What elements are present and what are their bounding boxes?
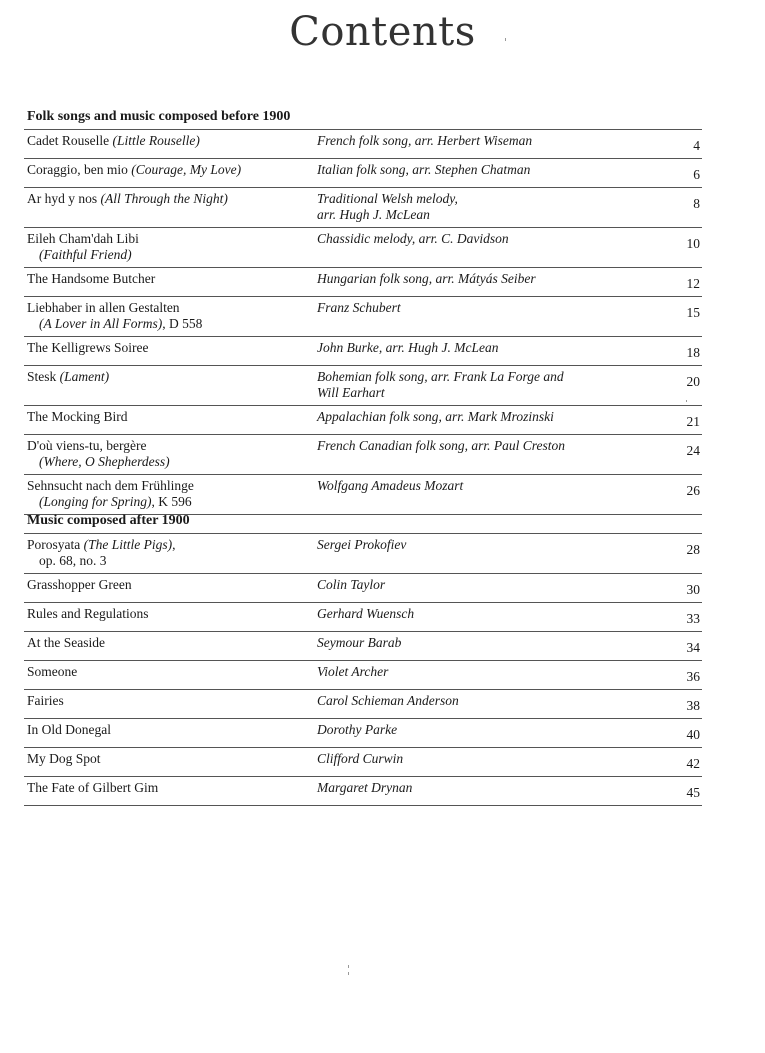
page-number: 38 bbox=[686, 698, 700, 713]
toc-row bbox=[24, 337, 702, 366]
song-title: Liebhaber in allen Gestalten bbox=[27, 300, 180, 315]
song-translation: (A Lover in All Forms) bbox=[39, 316, 163, 331]
toc-row bbox=[24, 159, 702, 188]
composer-cell bbox=[317, 409, 662, 430]
song-title-cell bbox=[24, 409, 317, 430]
toc-row bbox=[24, 719, 702, 748]
composer-cell bbox=[317, 722, 662, 743]
toc-row bbox=[24, 748, 702, 777]
song-title-line bbox=[27, 340, 148, 355]
composer: Sergei Prokofiev bbox=[317, 537, 407, 552]
song-title: Stesk bbox=[27, 369, 57, 384]
composer: Appalachian folk song, arr. Mark Mrozinski bbox=[317, 409, 554, 424]
song-title-line2 bbox=[27, 454, 317, 470]
song-title: D'où viens-tu, bergère bbox=[27, 438, 147, 453]
toc-row bbox=[24, 130, 702, 159]
toc-row bbox=[24, 777, 702, 806]
composer-cell bbox=[317, 635, 662, 656]
composer: Colin Taylor bbox=[317, 577, 386, 592]
song-title-cell bbox=[24, 340, 317, 361]
composer: Bohemian folk song, arr. Frank La Forge and bbox=[317, 369, 564, 384]
page-number: 42 bbox=[686, 756, 700, 771]
song-title-line bbox=[27, 722, 111, 737]
song-title-cell bbox=[24, 780, 317, 801]
song-title: Coraggio, ben mio bbox=[27, 162, 128, 177]
page-number: 4 bbox=[693, 138, 700, 153]
page-number: 28 bbox=[686, 542, 700, 557]
toc-list bbox=[24, 534, 702, 806]
toc-row bbox=[24, 632, 702, 661]
toc-row bbox=[24, 268, 702, 297]
song-title-line2 bbox=[27, 316, 317, 332]
song-title-line bbox=[27, 635, 105, 650]
composer-cell bbox=[317, 340, 662, 361]
song-title: Sehnsucht nach dem Frühlinge bbox=[27, 478, 194, 493]
song-title-cell bbox=[24, 577, 317, 598]
composer-cell bbox=[317, 780, 662, 801]
song-title-line bbox=[27, 664, 77, 679]
page-number: 45 bbox=[686, 785, 700, 800]
song-title-line2 bbox=[27, 247, 317, 263]
song-title-line bbox=[27, 162, 241, 177]
page-number: 10 bbox=[686, 236, 700, 251]
composer-cell bbox=[317, 537, 662, 569]
song-title-line bbox=[27, 577, 132, 592]
page-number: 30 bbox=[686, 582, 700, 597]
song-translation: (All Through the Night) bbox=[100, 191, 228, 206]
page-number: 21 bbox=[686, 414, 700, 429]
page-number: 34 bbox=[686, 640, 700, 655]
song-title: Ar hyd y nos bbox=[27, 191, 98, 206]
song-translation: (Little Rouselle) bbox=[112, 133, 200, 148]
song-translation: (Lament) bbox=[59, 369, 110, 384]
song-title: Someone bbox=[27, 664, 78, 679]
toc-row bbox=[24, 435, 702, 475]
catalog-number: , K 596 bbox=[151, 494, 192, 509]
song-title-cell bbox=[24, 300, 317, 332]
song-title: My Dog Spot bbox=[27, 751, 101, 766]
composer: Wolfgang Amadeus Mozart bbox=[317, 478, 464, 493]
song-title-line bbox=[27, 478, 194, 493]
song-title-line bbox=[27, 606, 149, 621]
page-number: 24 bbox=[686, 443, 700, 458]
page-number: 18 bbox=[686, 345, 700, 360]
toc-row bbox=[24, 188, 702, 228]
composer-cell bbox=[317, 664, 662, 685]
composer-cell bbox=[317, 438, 662, 470]
song-title-line bbox=[27, 133, 200, 148]
toc-row bbox=[24, 406, 702, 435]
composer-cell bbox=[317, 369, 662, 401]
composer: Margaret Drynan bbox=[317, 780, 413, 795]
section-after-1900 bbox=[24, 512, 702, 806]
song-title-cell bbox=[24, 537, 317, 569]
song-translation: (Faithful Friend) bbox=[39, 247, 132, 262]
song-title-line2 bbox=[27, 553, 317, 569]
song-title-cell bbox=[24, 369, 317, 401]
composer-cell bbox=[317, 478, 662, 510]
page-number: 26 bbox=[686, 483, 700, 498]
composer-cell bbox=[317, 751, 662, 772]
song-title-line bbox=[27, 300, 180, 315]
toc-row bbox=[24, 661, 702, 690]
song-title-line bbox=[27, 438, 147, 453]
song-title-cell bbox=[24, 693, 317, 714]
song-title-tail: , bbox=[172, 537, 176, 552]
song-translation: (Longing for Spring) bbox=[39, 494, 152, 509]
composer: Dorothy Parke bbox=[317, 722, 398, 737]
page-number: 8 bbox=[693, 196, 700, 211]
song-title-line2 bbox=[27, 494, 317, 510]
composer-cell bbox=[317, 191, 662, 223]
song-title-cell bbox=[24, 606, 317, 627]
composer-cell bbox=[317, 577, 662, 598]
song-title-continued: op. 68, no. 3 bbox=[39, 553, 107, 568]
section-heading: Music composed after 1900 bbox=[24, 512, 702, 534]
song-title: Fairies bbox=[27, 693, 64, 708]
catalog-number: , D 558 bbox=[162, 316, 203, 331]
song-title-line bbox=[27, 780, 158, 795]
toc-row bbox=[24, 574, 702, 603]
song-title: Eileh Cham'dah Libi bbox=[27, 231, 139, 246]
composer: Seymour Barab bbox=[317, 635, 402, 650]
composer-cell bbox=[317, 606, 662, 627]
song-title-line bbox=[27, 271, 155, 286]
page-number: 15 bbox=[686, 305, 700, 320]
toc-row bbox=[24, 690, 702, 719]
song-title-cell bbox=[24, 751, 317, 772]
song-title: The Kelligrews Soiree bbox=[27, 340, 149, 355]
song-title-cell bbox=[24, 438, 317, 470]
song-title: The Mocking Bird bbox=[27, 409, 128, 424]
toc-row bbox=[24, 297, 702, 337]
song-title-cell bbox=[24, 133, 317, 154]
song-title-cell bbox=[24, 635, 317, 656]
song-translation: (Courage, My Love) bbox=[131, 162, 242, 177]
composer-continued: Will Earhart bbox=[317, 385, 385, 400]
composer: Traditional Welsh melody, bbox=[317, 191, 458, 206]
song-title-line bbox=[27, 537, 176, 552]
song-title: Cadet Rouselle bbox=[27, 133, 110, 148]
composer-cell bbox=[317, 162, 662, 183]
composer: Franz Schubert bbox=[317, 300, 401, 315]
toc-list bbox=[24, 130, 702, 515]
song-title-cell bbox=[24, 271, 317, 292]
section-heading: Folk songs and music composed before 1900 bbox=[24, 108, 702, 130]
composer: French folk song, arr. Herbert Wiseman bbox=[317, 133, 533, 148]
song-translation: (The Little Pigs) bbox=[83, 537, 173, 552]
composer: Violet Archer bbox=[317, 664, 389, 679]
composer: Italian folk song, arr. Stephen Chatman bbox=[317, 162, 531, 177]
song-title-cell bbox=[24, 162, 317, 183]
page-number: 20 bbox=[686, 374, 700, 389]
song-title-cell bbox=[24, 722, 317, 743]
song-title-cell bbox=[24, 478, 317, 510]
song-title: Rules and Regulations bbox=[27, 606, 149, 621]
page-number: 33 bbox=[686, 611, 700, 626]
song-title-line bbox=[27, 751, 101, 766]
page-number: 6 bbox=[693, 167, 700, 182]
page-number: 12 bbox=[686, 276, 700, 291]
composer: Clifford Curwin bbox=[317, 751, 404, 766]
song-title: In Old Donegal bbox=[27, 722, 111, 737]
composer: Carol Schieman Anderson bbox=[317, 693, 459, 708]
song-title-line bbox=[27, 409, 128, 424]
page-number: 36 bbox=[686, 669, 700, 684]
song-title-cell bbox=[24, 191, 317, 223]
song-title-line bbox=[27, 369, 109, 384]
song-title: The Handsome Butcher bbox=[27, 271, 156, 286]
song-title-line bbox=[27, 191, 228, 206]
song-title: The Fate of Gilbert Gim bbox=[27, 780, 159, 795]
composer-cell bbox=[317, 300, 662, 332]
toc-row bbox=[24, 534, 702, 574]
section-before-1900 bbox=[24, 108, 702, 515]
composer-cell bbox=[317, 271, 662, 292]
song-title-cell bbox=[24, 231, 317, 263]
composer: French Canadian folk song, arr. Paul Creston bbox=[317, 438, 565, 453]
composer: Chassidic melody, arr. C. Davidson bbox=[317, 231, 509, 246]
song-title: Porosyata bbox=[27, 537, 81, 552]
song-title: Grasshopper Green bbox=[27, 577, 132, 592]
song-title: At the Seaside bbox=[27, 635, 105, 650]
toc-row bbox=[24, 475, 702, 515]
song-title-line bbox=[27, 693, 64, 708]
toc-row bbox=[24, 603, 702, 632]
song-title-cell bbox=[24, 664, 317, 685]
toc-row bbox=[24, 366, 702, 406]
composer-cell bbox=[317, 231, 662, 263]
page-title: Contents bbox=[289, 9, 476, 55]
song-translation: (Where, O Shepherdess) bbox=[39, 454, 170, 469]
composer: John Burke, arr. Hugh J. McLean bbox=[317, 340, 499, 355]
toc-row bbox=[24, 228, 702, 268]
composer-continued: arr. Hugh J. McLean bbox=[317, 207, 430, 222]
composer-cell bbox=[317, 133, 662, 154]
page-number: 40 bbox=[686, 727, 700, 742]
composer-cell bbox=[317, 693, 662, 714]
song-title-line bbox=[27, 231, 139, 246]
composer: Hungarian folk song, arr. Mátyás Seiber bbox=[317, 271, 536, 286]
composer: Gerhard Wuensch bbox=[317, 606, 415, 621]
